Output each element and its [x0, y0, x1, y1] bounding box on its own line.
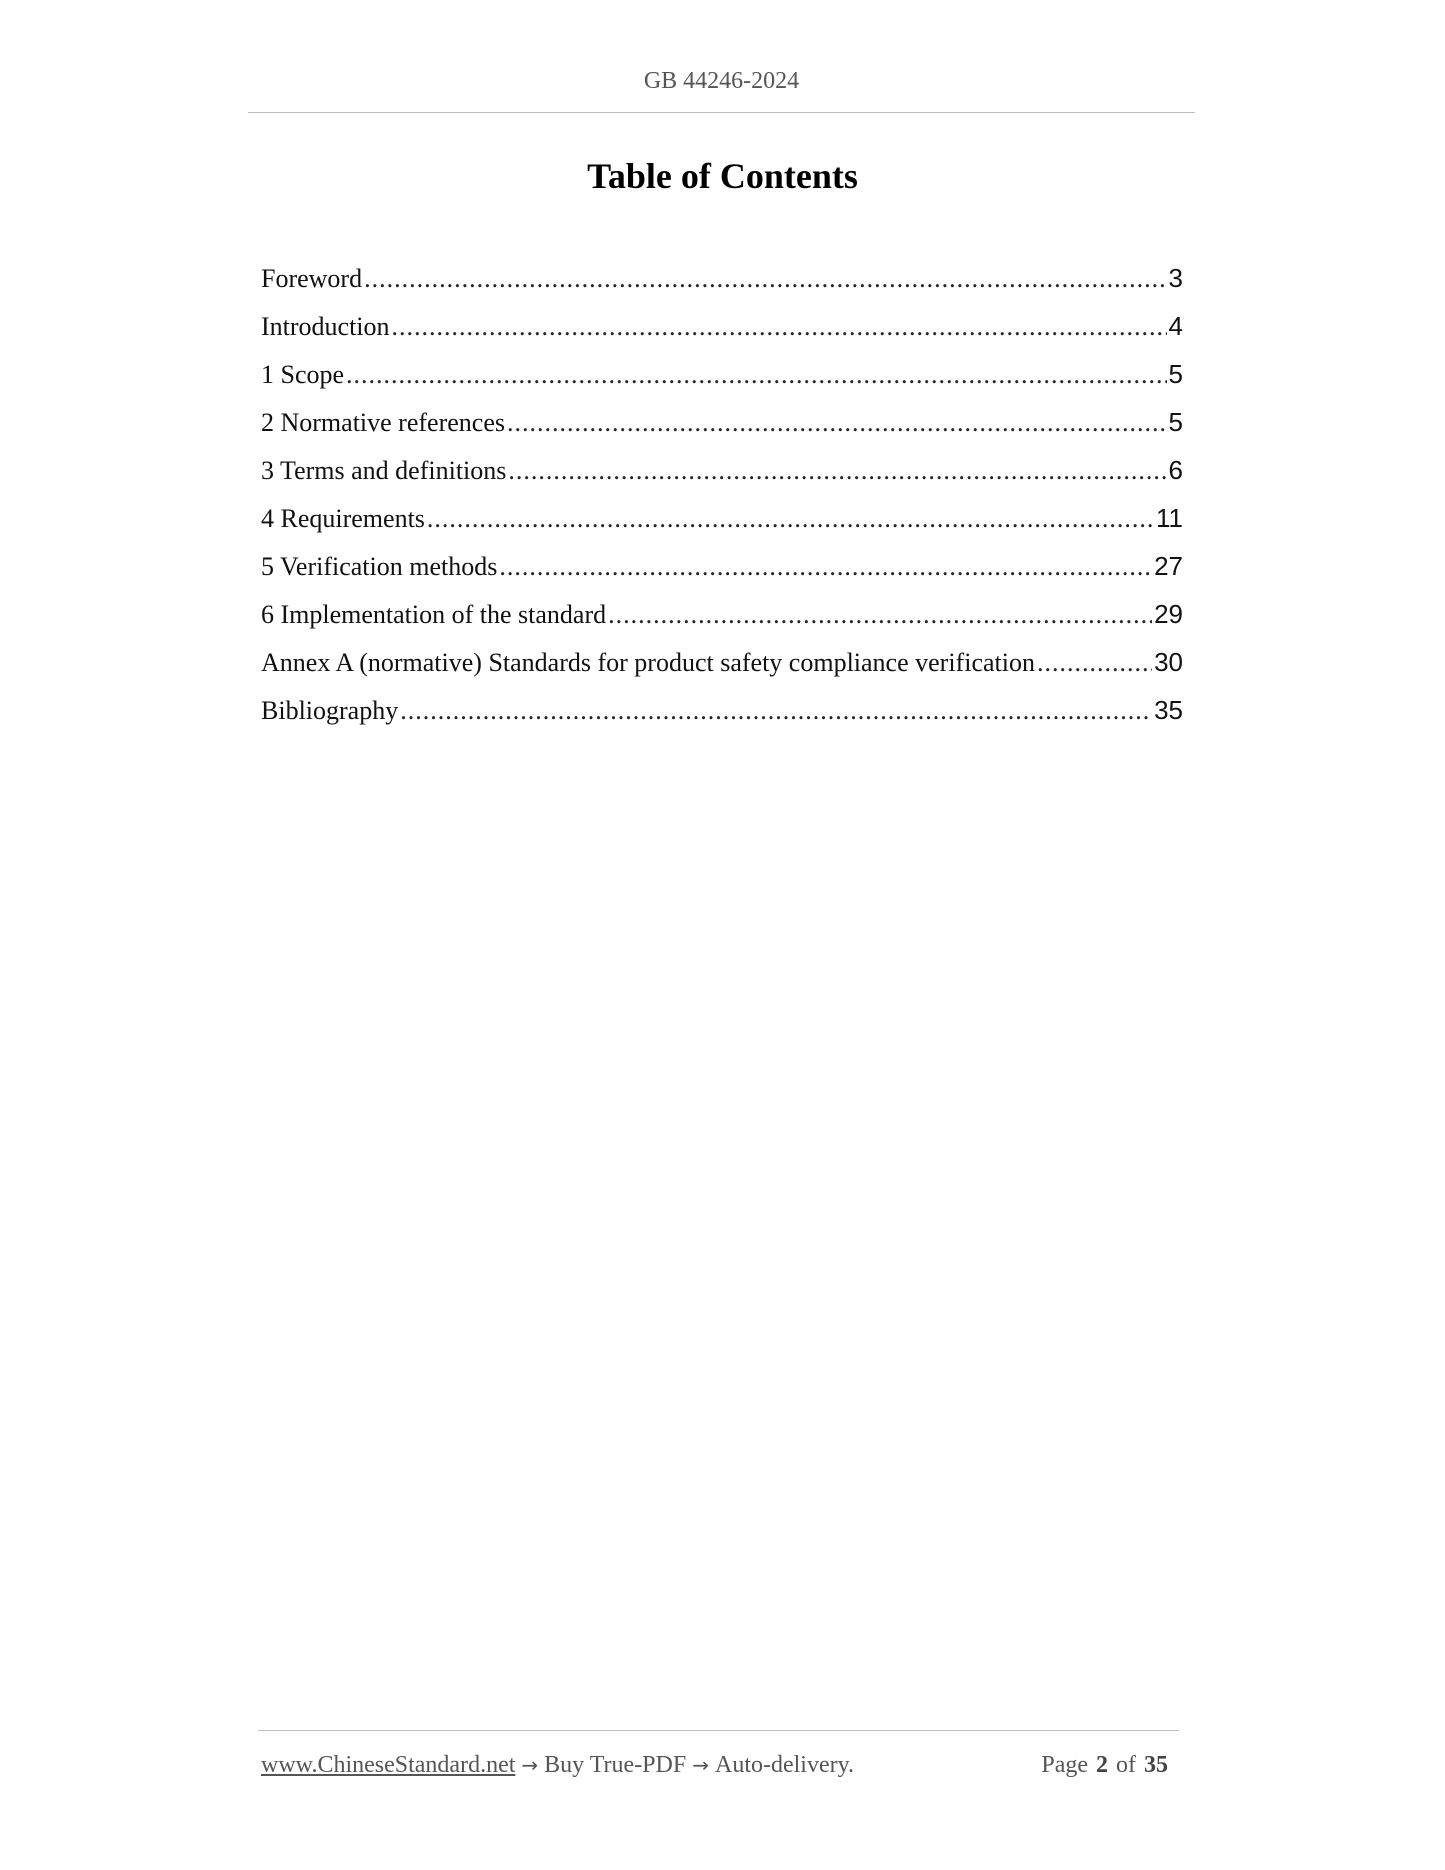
dot-leader — [499, 543, 1152, 591]
toc-entry-page: 30 — [1154, 647, 1183, 677]
toc-entry-scope[interactable] — [261, 350, 1183, 398]
dot-leader — [508, 447, 1166, 495]
dot-leader — [507, 399, 1167, 447]
toc-entry-page: 35 — [1154, 695, 1183, 725]
toc-entry-page: 27 — [1154, 551, 1183, 581]
dot-leader — [1037, 639, 1152, 687]
dot-leader — [346, 351, 1166, 399]
toc-entry-normative-references[interactable] — [261, 398, 1183, 446]
document-id: GB 44246-2024 — [643, 68, 800, 94]
toc-entry-page: 5 — [1168, 359, 1183, 389]
arrow-right-icon: → — [692, 1753, 709, 1777]
toc-entry-label: Foreword — [261, 264, 363, 293]
buy-step-text: Buy True-PDF — [544, 1752, 687, 1778]
toc-entry-label: 6 Implementation of the standard — [261, 600, 607, 629]
toc-entry-verification-methods[interactable] — [261, 542, 1183, 590]
table-of-contents — [261, 254, 1183, 734]
page-footer — [258, 1730, 1179, 1791]
toc-entry-bibliography[interactable] — [261, 686, 1183, 734]
toc-entry-label: Annex A (normative) Standards for product safety compliance verification — [261, 648, 1035, 677]
toc-entry-terms-and-definitions[interactable] — [261, 446, 1183, 494]
toc-entry-label: 2 Normative references — [261, 408, 505, 437]
site-link[interactable]: www.ChineseStandard.net — [261, 1752, 516, 1778]
dot-leader — [400, 687, 1152, 735]
page-total: 35 — [1144, 1752, 1168, 1778]
page-title: Table of Contents — [587, 156, 858, 196]
toc-entry-foreword[interactable] — [261, 254, 1183, 302]
footer-promo — [261, 1749, 854, 1781]
toc-entry-page: 4 — [1168, 311, 1183, 341]
toc-entry-annex-a[interactable] — [261, 638, 1183, 686]
page-header — [248, 62, 1195, 113]
arrow-right-icon: → — [521, 1753, 539, 1777]
page-number — [1041, 1749, 1176, 1781]
dot-leader — [427, 495, 1154, 543]
toc-entry-label: 4 Requirements — [261, 504, 425, 533]
toc-entry-page: 5 — [1168, 407, 1183, 437]
dot-leader — [608, 591, 1152, 639]
toc-entry-label: 3 Terms and definitions — [261, 456, 507, 485]
toc-entry-introduction[interactable] — [261, 302, 1183, 350]
toc-entry-label: Introduction — [261, 312, 390, 341]
delivery-step-text: Auto-delivery. — [714, 1752, 855, 1778]
dot-leader — [364, 255, 1166, 303]
dot-leader — [392, 303, 1167, 351]
toc-entry-label: 1 Scope — [261, 360, 345, 389]
page-word: Page — [1041, 1752, 1088, 1778]
toc-entry-page: 29 — [1154, 599, 1183, 629]
toc-entry-label: Bibliography — [261, 696, 399, 725]
toc-entry-label: 5 Verification methods — [261, 552, 498, 581]
toc-entry-page: 11 — [1156, 503, 1183, 533]
page-current: 2 — [1096, 1752, 1108, 1778]
toc-entry-page: 3 — [1168, 263, 1183, 293]
toc-entry-requirements[interactable] — [261, 494, 1183, 542]
toc-entry-implementation[interactable] — [261, 590, 1183, 638]
page-of-word: of — [1116, 1752, 1136, 1778]
toc-entry-page: 6 — [1168, 455, 1183, 485]
